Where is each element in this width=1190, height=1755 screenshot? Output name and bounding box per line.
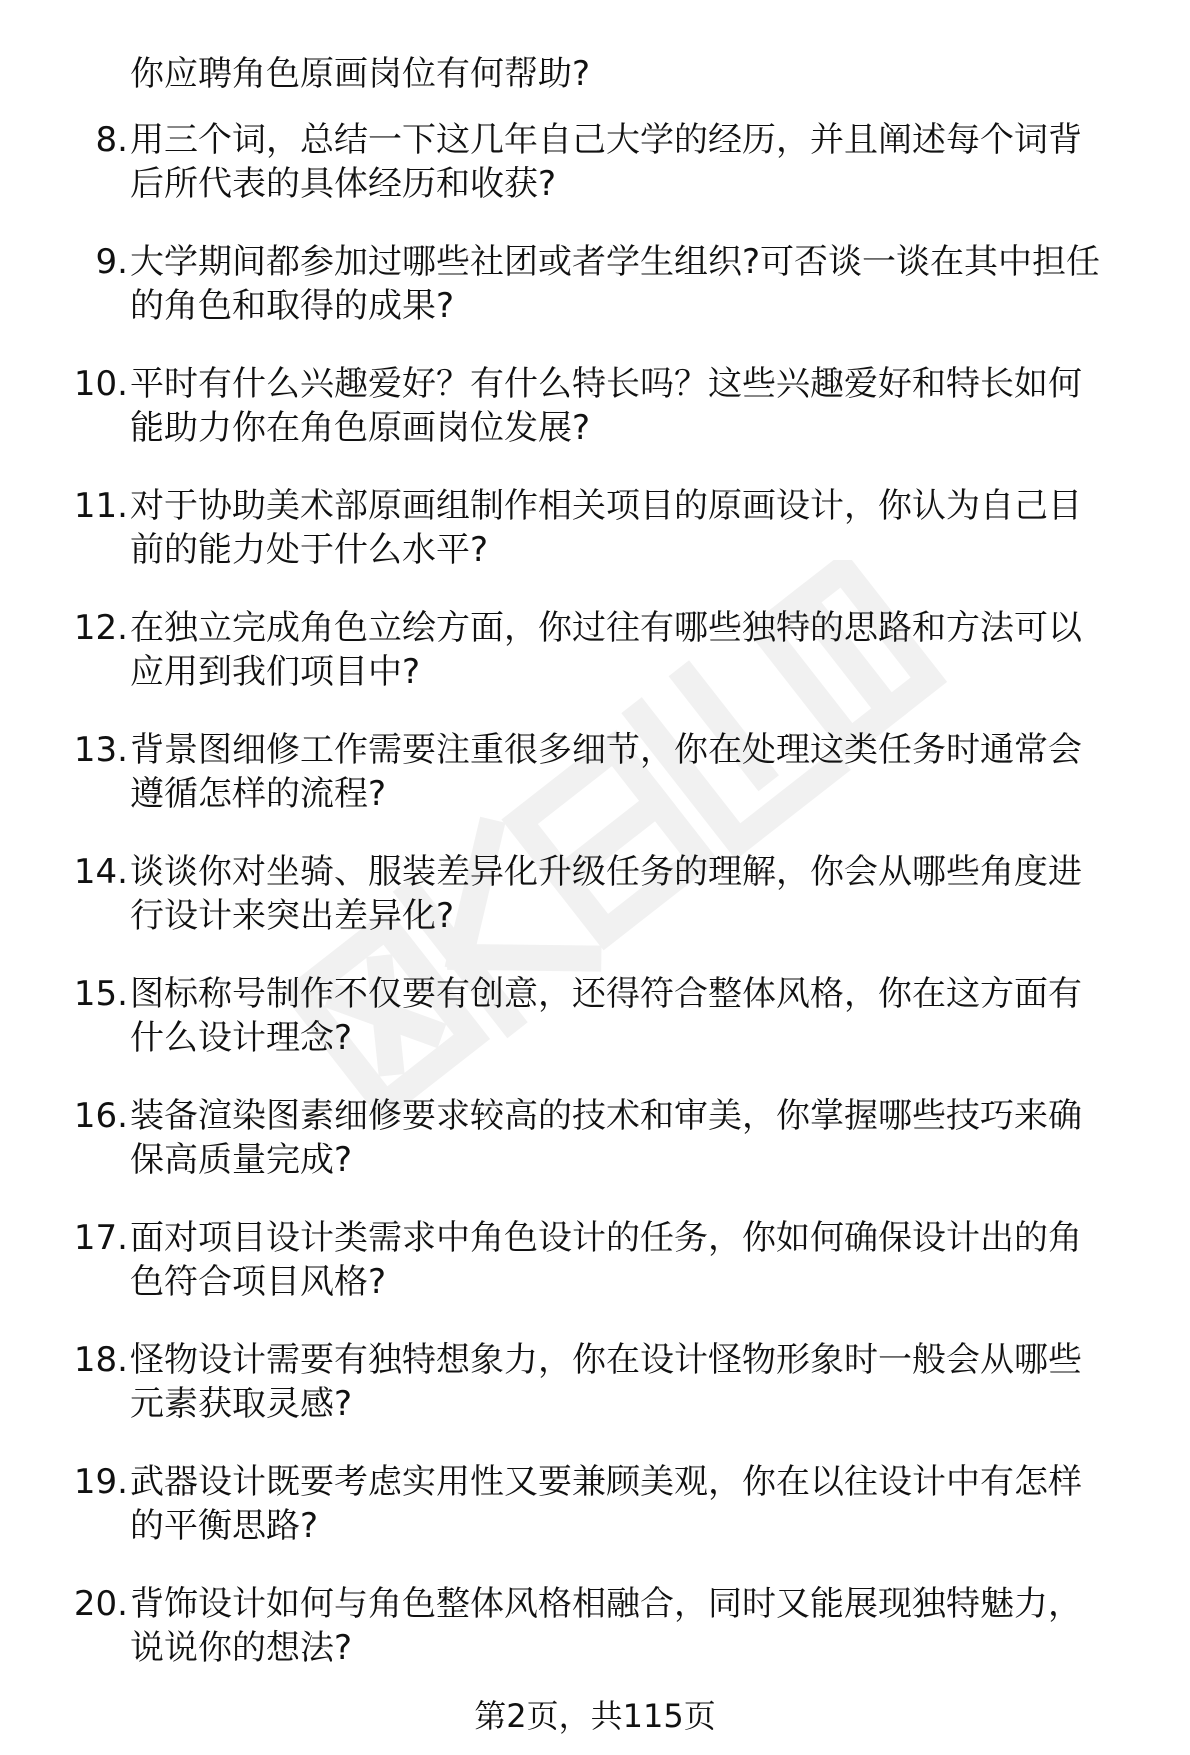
list-item-line: 武器设计既要考虑实用性又要兼顾美观，你在以往设计中有怎样: [130, 1462, 1082, 1502]
list-item-text: [130, 728, 1160, 816]
list-item-text: [130, 362, 1160, 450]
list-item-text: [130, 606, 1160, 694]
list-item-number: 15.: [73, 974, 128, 1014]
list-item-text: [130, 1460, 1160, 1548]
list-item-line: 元素获取灵感?: [130, 1384, 353, 1424]
list-item-line: 前的能力处于什么水平?: [130, 530, 489, 570]
list-item-number: 17.: [73, 1218, 128, 1258]
list-item-text: [130, 1216, 1160, 1304]
list-item-text: [130, 118, 1160, 206]
list-item-line: 什么设计理念?: [130, 1018, 353, 1058]
list-item-line: 背饰设计如何与角色整体风格相融合，同时又能展现独特魅力，: [130, 1584, 1082, 1624]
list-item-line: 对于协助美术部原画组制作相关项目的原画设计，你认为自己目: [130, 486, 1082, 526]
list-item-text: [130, 850, 1160, 938]
list-item-line: 在独立完成角色立绘方面，你过往有哪些独特的思路和方法可以: [130, 608, 1082, 648]
list-item-number: 11.: [73, 486, 128, 526]
list-item-text: [130, 1094, 1160, 1182]
list-item-text: [130, 972, 1160, 1060]
list-item-number: 20.: [73, 1584, 128, 1624]
list-item-line: 保高质量完成?: [130, 1140, 353, 1180]
list-item-line: 行设计来突出差异化?: [130, 896, 455, 936]
list-item-line: 装备渲染图素细修要求较高的技术和审美，你掌握哪些技巧来确: [130, 1096, 1082, 1136]
list-item-line: 能助力你在角色原画岗位发展?: [130, 408, 591, 448]
question-continuation: 你应聘角色原画岗位有何帮助?: [130, 54, 591, 94]
list-item-line: 背景图细修工作需要注重很多细节，你在处理这类任务时通常会: [130, 730, 1082, 770]
list-item-number: 12.: [73, 608, 128, 648]
list-item-number: 8.: [95, 120, 128, 160]
list-item-line: 的平衡思路?: [130, 1506, 319, 1546]
list-item-number: 10.: [73, 364, 128, 404]
list-item-number: 18.: [73, 1340, 128, 1380]
list-item-line: 大学期间都参加过哪些社团或者学生组织?可否谈一谈在其中担任: [130, 242, 1101, 282]
list-item-number: 19.: [73, 1462, 128, 1502]
list-item-number: 13.: [73, 730, 128, 770]
list-item-line: 谈谈你对坐骑、服装差异化升级任务的理解，你会从哪些角度进: [130, 852, 1082, 892]
list-item-number: 9.: [95, 242, 128, 282]
list-item-line: 怪物设计需要有独特想象力，你在设计怪物形象时一般会从哪些: [130, 1340, 1082, 1380]
list-item-text: [130, 1338, 1160, 1426]
list-item-line: 用三个词，总结一下这几年自己大学的经历，并且阐述每个词背: [130, 120, 1082, 160]
list-item-line: 面对项目设计类需求中角色设计的任务，你如何确保设计出的角: [130, 1218, 1082, 1258]
list-item-number: 14.: [73, 852, 128, 892]
list-item-number: 16.: [73, 1096, 128, 1136]
list-item-line: 后所代表的具体经历和收获?: [130, 164, 557, 204]
list-item-line: 色符合项目风格?: [130, 1262, 387, 1302]
list-item-line: 平时有什么兴趣爱好？有什么特长吗？这些兴趣爱好和特长如何: [130, 364, 1082, 404]
list-item-line: 应用到我们项目中?: [130, 652, 421, 692]
list-item-line: 遵循怎样的流程?: [130, 774, 387, 814]
list-item-text: [130, 1582, 1160, 1670]
page-footer: 第2页，共115页: [474, 1697, 716, 1735]
list-item-line: 说说你的想法?: [130, 1628, 353, 1668]
list-item-text: [130, 240, 1160, 328]
list-item-text: [130, 484, 1160, 572]
list-item-line: 的角色和取得的成果?: [130, 286, 455, 326]
list-item-line: 图标称号制作不仅要有创意，还得符合整体风格，你在这方面有: [130, 974, 1082, 1014]
